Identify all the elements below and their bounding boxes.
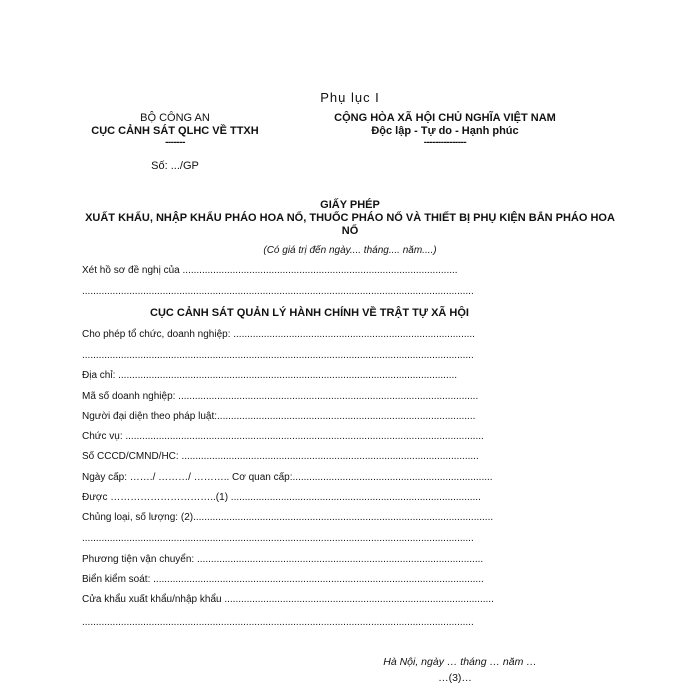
field-id-card: Số CCCD/CMND/HC: ........................................................................................................... xyxy=(82,451,479,462)
field-permitted: Được …………………………..(1) .......................................................................................... xyxy=(82,492,481,503)
field-types-quantity-cont: ............................................................................................................................................. xyxy=(82,533,474,544)
field-border-gate-cont: ............................................................................................................................................. xyxy=(82,617,474,628)
permit-number: Số: .../GP xyxy=(151,160,199,172)
field-position: Chức vụ: ................................................................................................................................. xyxy=(82,431,484,442)
field-dossier-cont: ............................................................................................................................................. xyxy=(82,286,474,297)
signature-date: Hà Nội, ngày … tháng … năm … xyxy=(383,656,537,668)
validity-note: (Có giá trị đến ngày.... tháng.... năm....) xyxy=(263,245,437,256)
document-title xyxy=(80,199,620,238)
field-representative: Người đại diện theo pháp luật:............................................................................................. xyxy=(82,411,476,422)
field-address: Địa chỉ: .......................................................................................................................... xyxy=(82,370,458,381)
field-types-quantity: Chủng loại, số lượng: (2)............................................................................................................ xyxy=(82,512,494,523)
field-license-plate: Biển kiểm soát: ....................................................................................................................... xyxy=(82,574,484,585)
title-line-2: XUẤT KHẨU, NHẬP KHẨU PHÁO HOA NỔ, THUỐC PHÁO NỔ VÀ THIẾT BỊ PHỤ KIỆN BẮN PHÁO HOA NỔ xyxy=(85,212,615,237)
field-vehicle: Phương tiện vận chuyển: ....................................................................................................... xyxy=(82,554,484,565)
left-header xyxy=(60,112,290,147)
field-dossier: Xét hồ sơ đề nghị của ................................................................................................... xyxy=(82,265,458,276)
field-border-gate: Cửa khẩu xuất khẩu/nhập khẩu ................................................................................................. xyxy=(82,594,494,605)
field-enterprise-code: Mã số doanh nghiệp: ............................................................................................................ xyxy=(82,391,479,402)
field-organization-cont: ............................................................................................................................................. xyxy=(82,350,474,361)
right-header xyxy=(300,112,590,147)
national-motto: Độc lập - Tự do - Hạnh phúc xyxy=(371,125,519,137)
country-name: CỘNG HÒA XÃ HỘI CHỦ NGHĨA VIỆT NAM xyxy=(334,112,556,124)
appendix-label: Phụ lục I xyxy=(320,90,380,105)
field-organization: Cho phép tổ chức, doanh nghiệp: ....................................................................................... xyxy=(82,329,475,340)
title-line-1: GIẤY PHÉP xyxy=(320,199,380,211)
signature-note: …(3)… xyxy=(438,672,472,684)
left-separator: ------- xyxy=(165,137,185,148)
ministry-name: BỘ CÔNG AN xyxy=(140,112,210,124)
issuing-office: CỤC CẢNH SÁT QUẢN LÝ HÀNH CHÍNH VỀ TRẬT TỰ XÃ HỘI xyxy=(150,307,469,319)
field-issue-date: Ngày cấp: ……./ ………/ ……….. Cơ quan cấp:........................................................................ xyxy=(82,472,493,483)
department-name: CỤC CẢNH SÁT QLHC VỀ TTXH xyxy=(91,125,259,137)
right-separator: --------------- xyxy=(423,137,467,148)
